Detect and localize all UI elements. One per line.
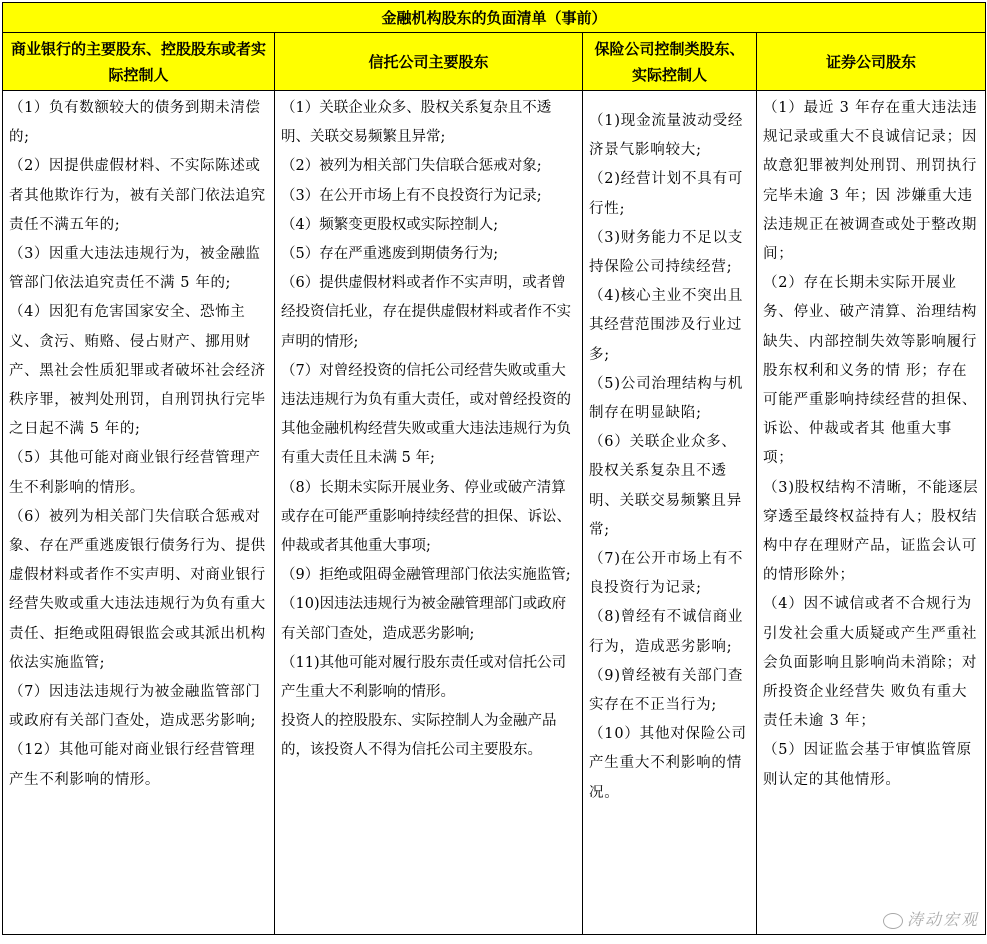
list-item: （3）在公开市场上有不良投资行为记录; — [281, 187, 542, 204]
table-title: 金融机构股东的负面清单（事前） — [3, 3, 986, 33]
list-item: （10）其他对保险公司产生重大不利影响的情况。 — [589, 726, 747, 801]
list-item: （4)核心主业不突出且其经营范围涉及行业过多; — [589, 288, 744, 363]
list-item: （8)曾经有不诚信商业行为，造成恶劣影响; — [589, 609, 744, 655]
list-item: （4）因犯有危害国家安全、恐怖主义、贪污、贿赂、侵占财产、挪用财产、黑社会性质犯罪或者破坏社会经济秩序罪，被判处刑罚，自刑罚执行完毕之日起不满 5 年的; — [9, 304, 266, 438]
header-row — [3, 33, 986, 91]
column-trust-company — [275, 91, 583, 935]
column-securities-company — [757, 91, 986, 935]
list-item: （8）长期未实际开展业务、停业或破产清算或存在可能严重影响持续经营的担保、诉讼、仲裁或者其他重大事项; — [281, 479, 571, 555]
list-item: （3）因重大违法违规行为，被金融监管部门依法追究责任不满 5 年的; — [9, 246, 261, 292]
header-insurance-company: 保险公司控制类股东、实际控制人 — [583, 33, 757, 91]
watermark-text: 涛动宏观 — [906, 910, 979, 929]
list-item: （5）其他可能对商业银行经营管理产生不利影响的情形。 — [9, 450, 261, 496]
list-item: （5）存在严重逃废到期债务行为; — [281, 246, 499, 263]
list-item: （2)经营计划不具有可行性; — [589, 171, 744, 217]
list-item: （11)其他可能对履行股东责任或对信托公司产生重大不利影响的情形。 — [281, 654, 567, 701]
list-item: （10)因违法违规行为被金融管理部门或政府有关部门查处，造成恶劣影响; — [281, 596, 567, 642]
list-item: （1）负有数额较大的债务到期未清偿的; — [9, 100, 261, 146]
list-item: （1）关联企业众多、股权关系复杂且不透明、关联交易频繁且异常; — [281, 100, 552, 146]
title-row — [3, 3, 986, 33]
list-item: （1）最近 3 年存在重大违法违规记录或重大不良诚信记录；因故意犯罪被判处刑罚、刑罚执行完毕未逾 3 年；因 涉嫌重大违法违规正在被调查或处于整改期间； — [763, 100, 978, 263]
list-item: （2）被列为相关部门失信联合惩戒对象; — [281, 158, 542, 175]
column-commercial-bank — [3, 91, 275, 935]
wechat-icon — [883, 913, 903, 929]
list-item: （6）关联企业众多、股权关系复杂且不透明、关联交易频繁且异常; — [589, 434, 742, 538]
list-item: （4）频繁变更股权或实际控制人; — [281, 216, 499, 233]
list-item: （9)曾经被有关部门查实存在不正当行为; — [589, 667, 744, 714]
watermark — [883, 907, 979, 930]
list-item: （7）对曾经投资的信托公司经营失败或重大违法违规行为负有重大责任，或对曾经投资的其他金融机构经营失败或重大违法违规行为负有重大责任且未满 5 年; — [281, 362, 571, 467]
header-securities-company: 证券公司股东 — [757, 33, 986, 91]
list-item: （9）拒绝或阻碍金融管理部门依法实施监管; — [281, 567, 571, 584]
column-insurance-company — [583, 91, 757, 935]
content-row — [3, 91, 986, 935]
list-item: （2）因提供虚假材料、不实际陈述或者其他欺诈行为，被有关部门依法追究责任不满五年的; — [9, 158, 266, 233]
negative-list-table — [2, 2, 986, 935]
list-item: （5）因证监会基于审慎监管原则认定的其他情形。 — [763, 742, 972, 788]
list-item: （5)公司治理结构与机制存在明显缺陷; — [589, 375, 744, 422]
header-commercial-bank: 商业银行的主要股东、控股股东或者实际控制人 — [3, 33, 275, 91]
list-item: （6）提供虚假材料或者作不实声明，或者曾经投资信托业，存在提供虚假材料或者作不实声明的情形; — [281, 275, 571, 350]
list-item: 投资人的控股股东、实际控制人为金融产品的，该投资人不得为信托公司主要股东。 — [281, 713, 557, 759]
list-item: （4）因不诚信或者不合规行为引发社会重大质疑或产生严重社会负面影响且影响尚未消除；对所投资企业经营失 败负有重大责任未逾 3 年； — [763, 596, 978, 730]
list-item: （3)财务能力不足以支持保险公司持续经营; — [589, 229, 744, 276]
list-item: （6）被列为相关部门失信联合惩戒对象、存在严重逃废银行债务行为、提供虚假材料或者作不实声明、对商业银行经营失败或重大违法违规行为负有重大责任、拒绝或阻碍银监会或其派出机构依法实施监管; — [9, 508, 266, 671]
header-trust-company: 信托公司主要股东 — [275, 33, 583, 91]
list-item: （7)在公开市场上有不良投资行为记录; — [589, 551, 744, 597]
list-item: （7）因违法违规行为被金融监管部门或政府有关部门查处，造成恶劣影响;（12）其他可能对商业银行经营管理产生不利影响的情形。 — [9, 684, 261, 788]
list-item: （3)股权结构不清晰，不能逐层穿透至最终权益持有人；股权结构中存在理财产品，证监会认可的情形除外； — [763, 479, 979, 584]
list-item: （1)现金流量波动受经济景气影响较大; — [589, 113, 744, 159]
list-item: （2）存在长期未实际开展业务、停业、破产清算、治理结构缺失、内部控制失效等影响履行股东权利和义务的情 形；存在可能严重影响持续经营的担保、诉讼、仲裁或者其 他重大事项； — [763, 275, 978, 467]
